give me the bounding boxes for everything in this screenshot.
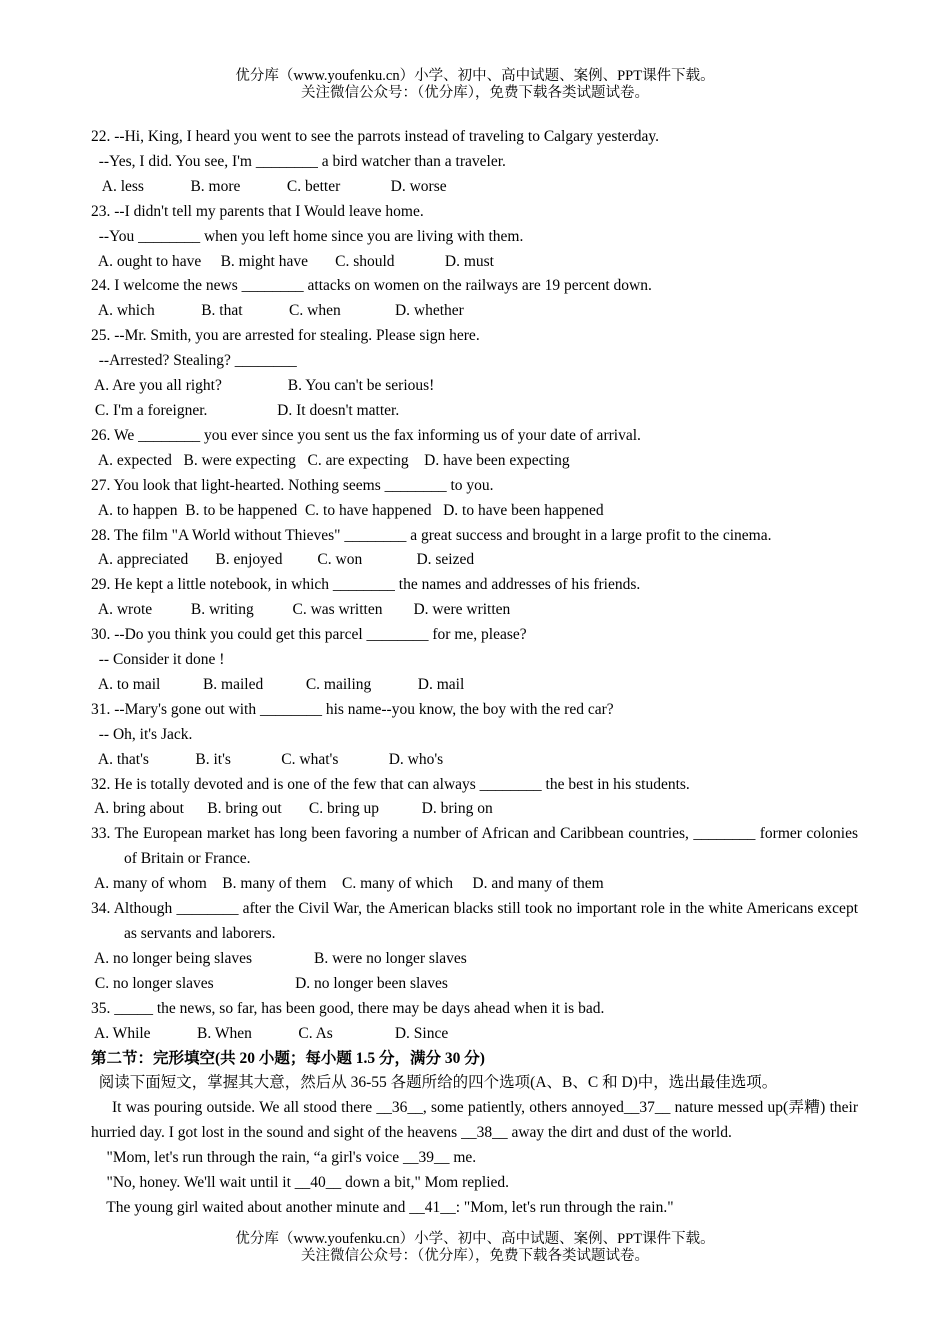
question-stem — [91, 822, 858, 872]
question-26 — [91, 424, 858, 474]
question-25 — [91, 324, 858, 424]
footer-line-1: 优分库（www.youfenku.cn）小学、初中、高中试题、案例、PPT课件下载。 — [235, 1231, 715, 1247]
header-line-2: 关注微信公众号：（优分库），免费下载各类试题试卷。 — [301, 85, 649, 101]
question-options: A. which B. that C. when D. whether — [91, 302, 464, 320]
question-dialogue: --Arrested? Stealing? ________ — [91, 352, 297, 370]
question-28 — [91, 524, 858, 574]
question-options: A. wrote B. writing C. was written D. were written — [91, 601, 511, 619]
question-23 — [91, 200, 858, 275]
question-stem: 27. You look that light-hearted. Nothing seems ________ to you. — [91, 476, 494, 494]
question-31 — [91, 698, 858, 773]
question-stem: 28. The film "A World without Thieves" ________ a great success and brought in a large profit to the cinema. — [91, 526, 772, 544]
passage-paragraph-2: "Mom, let's run through the rain, “a girl's voice __39__ me. — [91, 1149, 477, 1167]
question-stem: 32. He is totally devoted and is one of the few that can always ________ the best in his students. — [91, 775, 690, 793]
footer-line-2: 关注微信公众号：（优分库），免费下载各类试题试卷。 — [301, 1248, 649, 1264]
question-stem: 31. --Mary's gone out with ________ his name--you know, the boy with the red car? — [91, 700, 614, 718]
question-stem: 26. We ________ you ever since you sent us the fax informing us of your date of arrival. — [91, 426, 641, 444]
question-options: A. to happen B. to be happened C. to have happened D. to have been happened — [91, 501, 604, 519]
question-options: C. no longer slaves D. no longer been slaves — [91, 974, 448, 992]
question-options: A. bring about B. bring out C. bring up D. bring on — [91, 800, 493, 818]
passage-paragraph-4: The young girl waited about another minute and __41__: "Mom, let's run through the rain." — [91, 1198, 674, 1216]
question-stem: 35. _____ the news, so far, has been good, there may be days ahead when it is bad. — [91, 999, 605, 1017]
question-stem: 25. --Mr. Smith, you are arrested for stealing. Please sign here. — [91, 327, 480, 345]
question-stem-text: 34. Although ________ after the Civil War, the American blacks still took no important role in the white Americans except as servants and laborers. — [91, 900, 858, 942]
question-dialogue: --You ________ when you left home since you are living with them. — [91, 227, 524, 245]
question-options: A. Are you all right? B. You can't be serious! — [91, 377, 435, 395]
page-footer — [0, 1231, 950, 1265]
question-27 — [91, 474, 858, 524]
question-32 — [91, 773, 858, 823]
section-title: 第二节：完形填空(共 20 小题；每小题 1.5 分，满分 30 分) — [91, 1049, 485, 1067]
question-dialogue: -- Consider it done ! — [91, 651, 225, 669]
passage-paragraph-3: "No, honey. We'll wait until it __40__ down a bit," Mom replied. — [91, 1174, 510, 1192]
question-stem — [91, 897, 858, 947]
question-29 — [91, 573, 858, 623]
question-stem: 30. --Do you think you could get this parcel ________ for me, please? — [91, 626, 527, 644]
question-30 — [91, 623, 858, 698]
question-dialogue: --Yes, I did. You see, I'm ________ a bird watcher than a traveler. — [91, 152, 506, 170]
question-stem: 23. --I didn't tell my parents that I Would leave home. — [91, 202, 424, 220]
page-header — [0, 68, 950, 102]
question-options: A. While B. When C. As D. Since — [91, 1024, 449, 1042]
section-instruction: 阅读下面短文，掌握其大意，然后从 36-55 各题所给的四个选项(A、B、C 和 D)中，选出最佳选项。 — [91, 1074, 778, 1092]
question-stem: 29. He kept a little notebook, in which ________ the names and addresses of his friends. — [91, 576, 641, 594]
header-line-1: 优分库（www.youfenku.cn）小学、初中、高中试题、案例、PPT课件下载。 — [235, 68, 715, 84]
question-options: A. that's B. it's C. what's D. who's — [91, 750, 444, 768]
question-34 — [91, 897, 858, 997]
question-options: A. many of whom B. many of them C. many of which D. and many of them — [91, 875, 604, 893]
question-options: A. to mail B. mailed C. mailing D. mail — [91, 675, 465, 693]
question-22 — [91, 125, 858, 200]
question-options: A. less B. more C. better D. worse — [91, 177, 447, 195]
passage-text: It was pouring outside. We all stood there __36__, some patiently, others annoyed__37__ nature messed up(弄糟) their hurried day. I got lost in the sound and sight of the heavens __38__ away the dirt and dust of the world. — [91, 1099, 858, 1142]
question-stem-text: 33. The European market has long been favoring a number of African and Caribbean countries, ________ former colonies of Britain or France. — [91, 825, 858, 868]
exam-content — [91, 125, 858, 1221]
question-stem: 22. --Hi, King, I heard you went to see the parrots instead of traveling to Calgary yesterday. — [91, 128, 660, 145]
question-stem: 24. I welcome the news ________ attacks on women on the railways are 19 percent down. — [91, 277, 652, 295]
question-33 — [91, 822, 858, 897]
question-options: A. expected B. were expecting C. are expecting D. have been expecting — [91, 451, 570, 469]
question-35 — [91, 997, 858, 1047]
question-options: A. no longer being slaves B. were no longer slaves — [91, 949, 467, 967]
question-options: A. ought to have B. might have C. should D. must — [91, 252, 494, 270]
question-options: C. I'm a foreigner. D. It doesn't matter. — [91, 401, 400, 419]
question-options: A. appreciated B. enjoyed C. won D. seized — [91, 551, 475, 569]
question-24 — [91, 274, 858, 324]
question-dialogue: -- Oh, it's Jack. — [91, 725, 193, 743]
passage-paragraph-1 — [91, 1096, 858, 1146]
